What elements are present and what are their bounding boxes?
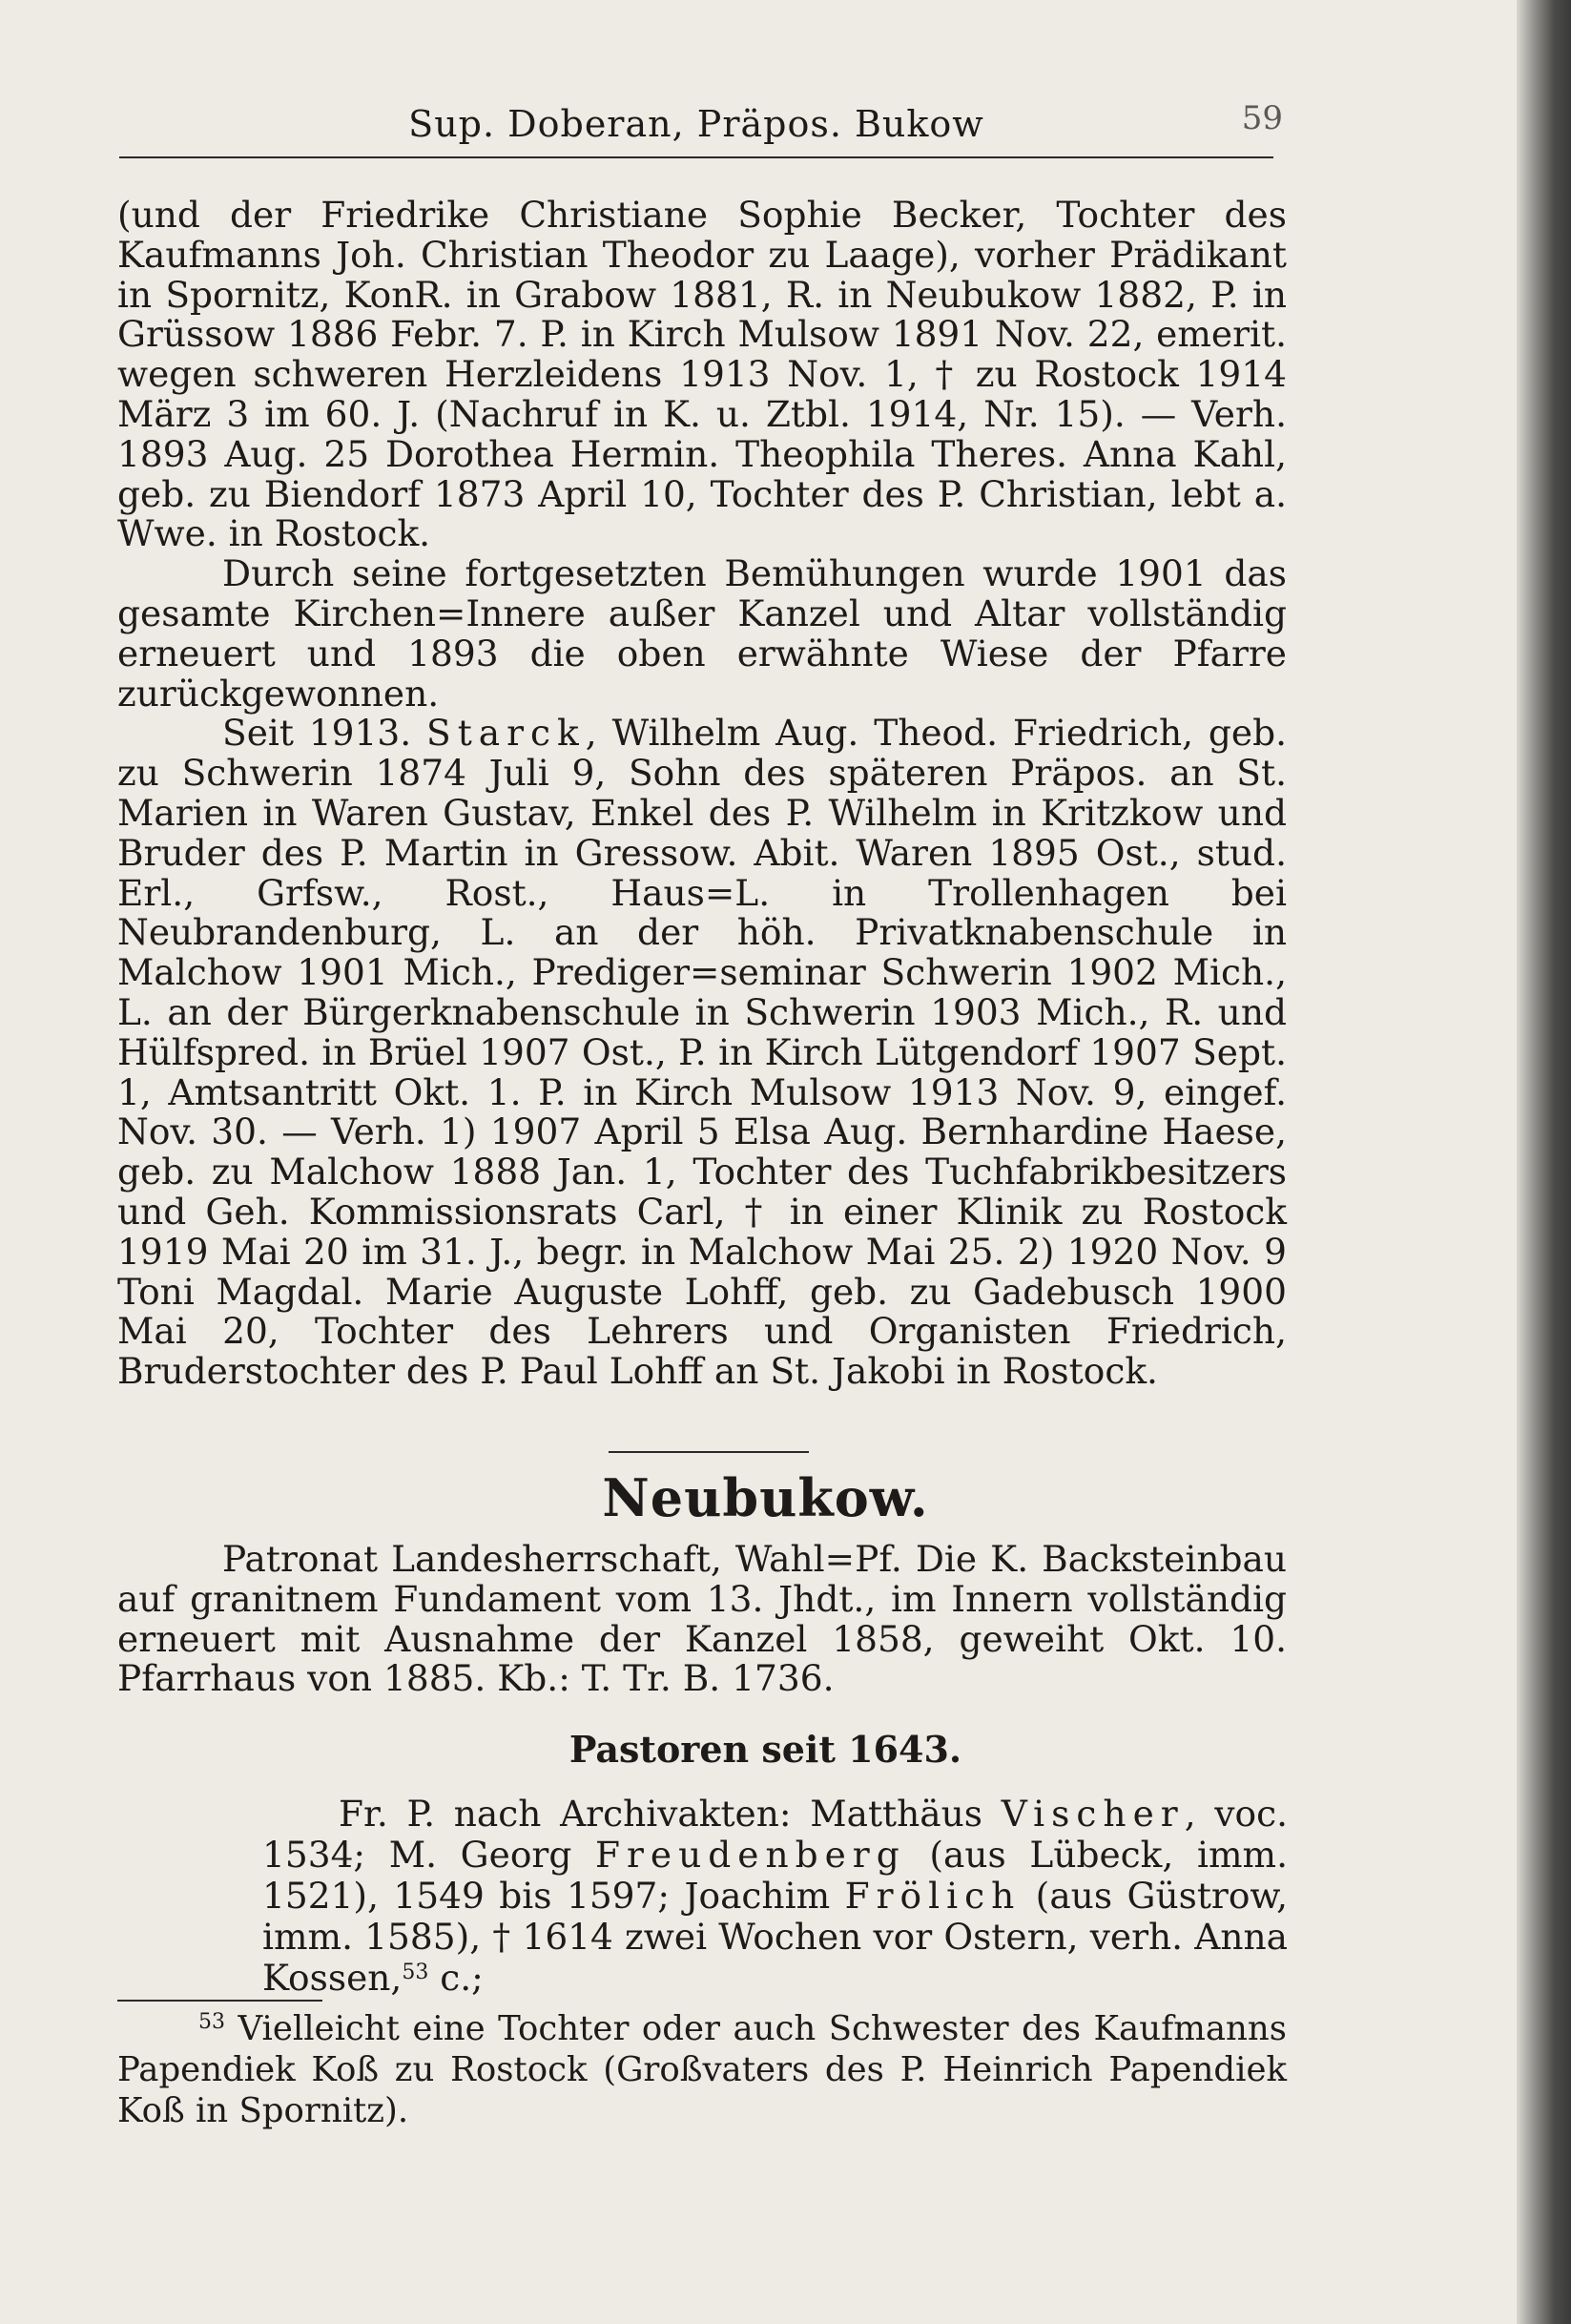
body-text-top [117, 196, 1287, 1392]
pastor-name-freudenberg: Freudenberg [594, 1834, 906, 1876]
footnote-text: Vielleicht eine Tochter oder auch Schwester des Kaufmanns Papendiek Koß zu Rostock (Großvaters des P. Heinrich Papendiek Koß in Spornitz). [117, 2009, 1287, 2130]
paragraph-biography-end: (und der Friedrike Christiane Sophie Becker, Tochter des Kaufmanns Joh. Christian Theodor zu Laage), vorher Prädikant in Spornitz, KonR. in Grabow 1881, R. in Neubukow 1882, P. in Grüssow 1886 Febr. 7. P. in Kirch Mulsow 1891 Nov. 22, emerit. wegen schweren Herzleidens 1913 Nov. 1, † zu Rostock 1914 März 3 im 60. J. (Nachruf in K. u. Ztbl. 1914, Nr. 15). — Verh. 1893 Aug. 25 Dorothea Hermin. Theophila Theres. Anna Kahl, geb. zu Biendorf 1873 April 10, Tochter des P. Christian, lebt a. Wwe. in Rostock. [117, 194, 1287, 555]
paragraph-church-renovation: Durch seine fortgesetzten Bemühungen wurde 1901 das gesamte Kirchen=Innere außer Kanzel und Altar vollständig erneuert und 1893 die oben erwähnte Wiese der Pfarre zurückgewonnen. [117, 552, 1287, 715]
pastor-text: Fr. P. nach Archivakten: Matthäus [339, 1793, 1002, 1835]
footnote-reference: 53 [402, 1961, 429, 1984]
pastor-text: c.; [428, 1957, 484, 1999]
scan-edge-shadow [1517, 0, 1571, 2324]
pastor-text: , voc. 1534; M. Georg [262, 1793, 1288, 1876]
pastor-list [262, 1794, 1288, 1999]
footnote-rule [117, 2000, 322, 2002]
footnote-number: 53 [198, 2010, 225, 2034]
paragraph-starck [117, 714, 1287, 1392]
section-divider [609, 1451, 809, 1453]
body-text-neubukow [117, 1540, 1287, 1699]
running-header [119, 95, 1283, 158]
starck-name: Starck [426, 712, 586, 755]
pastor-text: (aus Lübeck, imm. 1521), 1549 bis 1597; Joachim [262, 1834, 1288, 1917]
paragraph-neubukow-church: Patronat Landesherrschaft, Wahl=Pf. Die K. Backsteinbau auf granitnem Fundament vom 13. Jhdt., im Innern vollständig erneuert mit Ausnahme der Kanzel 1858, geweiht Okt. 10. Pfarrhaus von 1885. Kb.: T. Tr. B. 1736. [117, 1538, 1287, 1700]
pastor-name-vischer: Vischer [1001, 1793, 1185, 1835]
pastor-text: (aus Güstrow, imm. 1585), † 1614 zwei Wochen vor Ostern, verh. Anna Kossen, [262, 1875, 1288, 1999]
pastor-list-paragraph [262, 1794, 1288, 1999]
starck-biography: , Wilhelm Aug. Theod. Friedrich, geb. zu Schwerin 1874 Juli 9, Sohn des späteren Präpos. an St. Marien in Waren Gustav, Enkel des P. Wilhelm in Kritzkow und Bruder des P. Martin in Gressow. Abit. Waren 1895 Ost., stud. Erl., Grfsw., Rost., Haus=L. in Trollenhagen bei Neubrandenburg, L. an der höh. Privatknabenschule in Malchow 1901 Mich., Prediger=seminar Schwerin 1902 Mich., L. an der Bürgerknabenschule in Schwerin 1903 Mich., R. und Hülfspred. in Brüel 1907 Ost., P. in Kirch Lütgendorf 1907 Sept. 1, Amtsantritt Okt. 1. P. in Kirch Mulsow 1913 Nov. 9, eingef. Nov. 30. — Verh. 1) 1907 April 5 Elsa Aug. Bernhardine Haese, geb. zu Malchow 1888 Jan. 1, Tochter des Tuchfabrikbesitzers und Geh. Kommissionsrats Carl, † in einer Klinik zu Rostock 1919 Mai 20 im 31. J., begr. in Malchow Mai 25. 2) 1920 Nov. 9 Toni Magdal. Marie Auguste Lohff, geb. zu Gadebusch 1900 Mai 20, Tochter des Lehrers und Organisten Friedrich, Bruderstochter des P. Paul Lohff an St. Jakobi in Rostock. [117, 712, 1287, 1393]
page-number: 59 [1241, 99, 1283, 137]
footnote [117, 2008, 1287, 2131]
subheading-pastors: Pastoren seit 1643. [568, 1728, 962, 1771]
pastor-name-froelich: Frölich [844, 1875, 1022, 1917]
starck-lead: Seit 1913. [222, 712, 412, 755]
running-header-title: Sup. Doberan, Präpos. Bukow [408, 103, 984, 145]
footnote-paragraph [117, 2008, 1287, 2131]
section-title-neubukow: Neubukow. [602, 1467, 929, 1528]
